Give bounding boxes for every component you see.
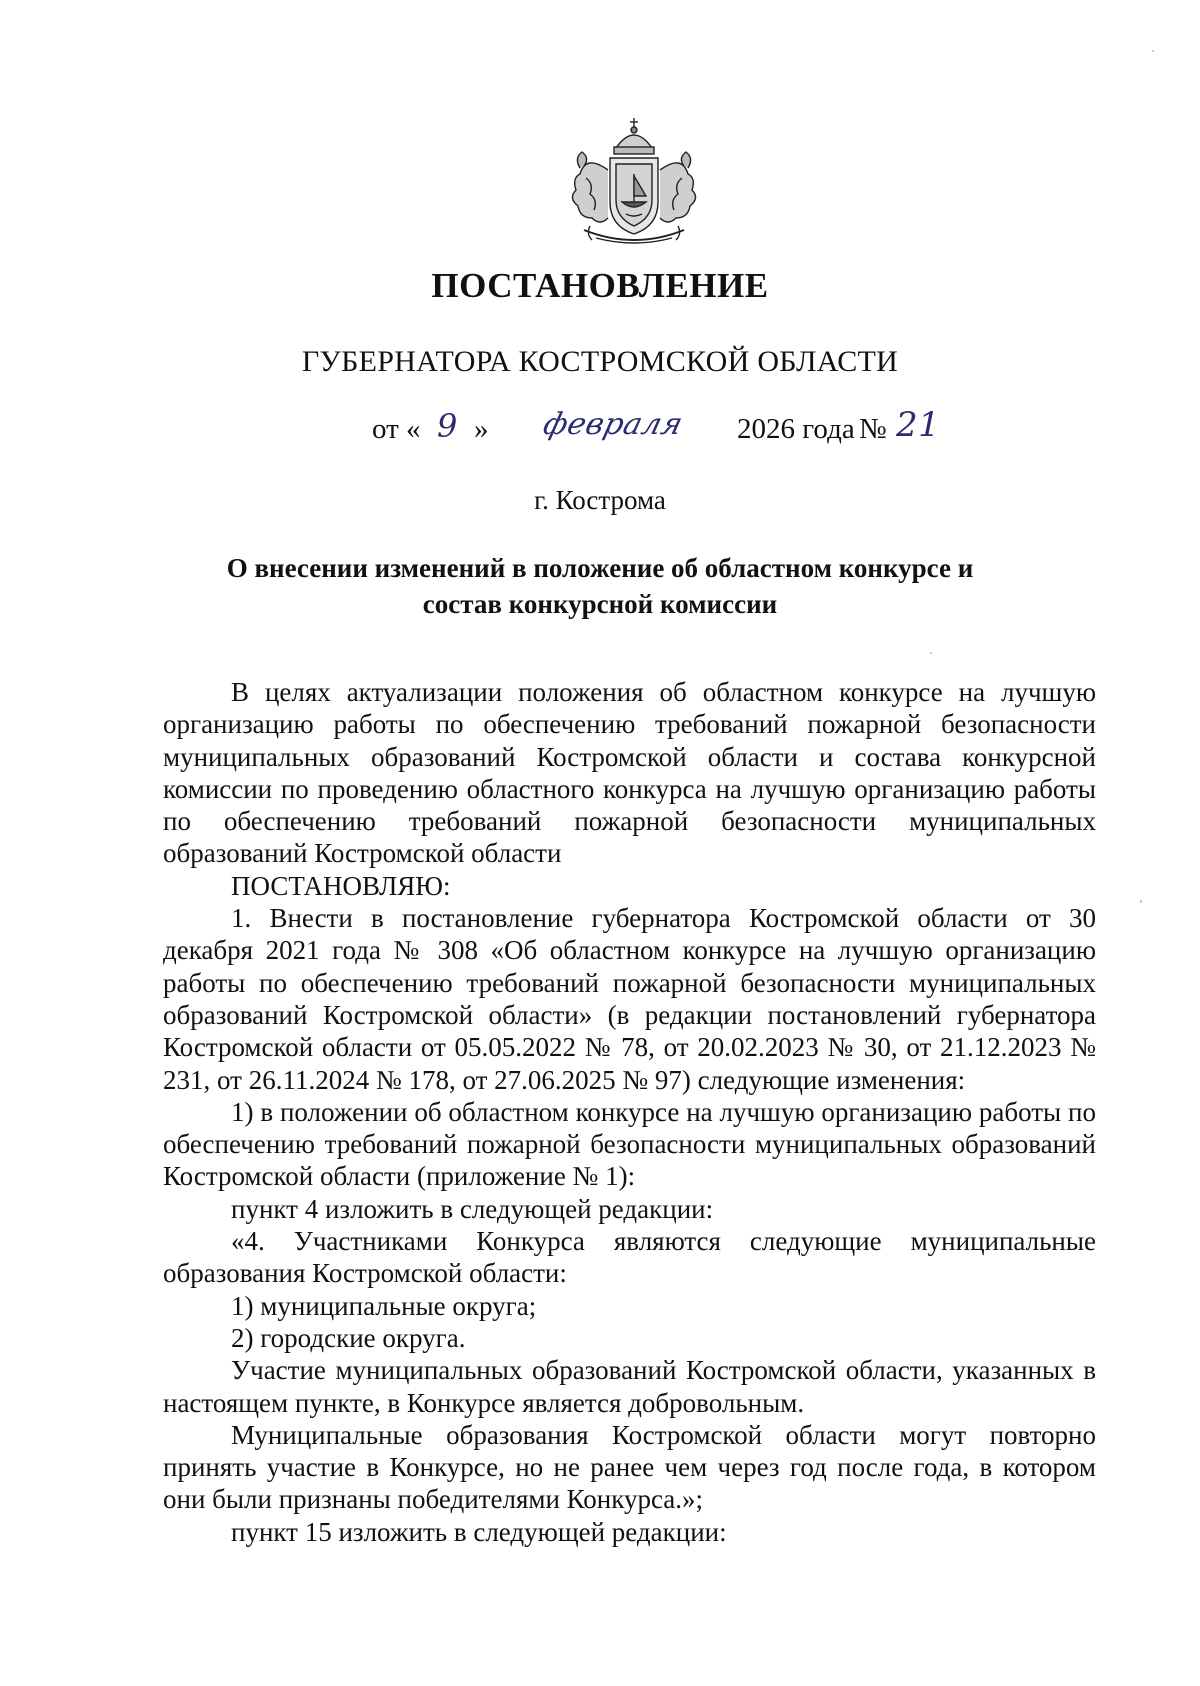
scan-speck — [1140, 900, 1142, 903]
paragraph-point-15-intro: пункт 15 изложить в следующей редакции: — [231, 1516, 727, 1547]
paragraph-item-1: 1. Внести в постановление губернатора Костромской области от 30 декабря 2021 года № 308 «Об областном конкурсе на лучшую организацию работы по обеспечению требований пожарной безопасности муниципальных образований Костромской области» (в редакции постановлений губернатора Костромской области от 05.05.2022 № 78, от 20.02.2023 № 30, от 21.12.2023 № 231, от 26.11.2024 № 178, от 27.06.2025 № 97) следующие изменения: — [163, 903, 1096, 1095]
scan-speck — [1152, 50, 1154, 52]
paragraph-list-item-2: 2) городские округа. — [231, 1322, 466, 1353]
paragraph-point-4-text: «4. Участниками Конкурса являются следующие муниципальные образования Костромской области: — [163, 1226, 1096, 1289]
date-year: 2026 года — [737, 413, 855, 445]
paragraph-point-4-intro: пункт 4 изложить в следующей редакции: — [231, 1193, 714, 1224]
document-title — [160, 550, 1040, 622]
document-type-heading: ПОСТАНОВЛЕНИЕ — [431, 266, 769, 305]
paragraph-participation: Участие муниципальных образований Костромской области, указанных в настоящем пункте, в Конкурсе является добровольным. — [163, 1355, 1096, 1418]
issuer-heading: ГУБЕРНАТОРА КОСТРОМСКОЙ ОБЛАСТИ — [301, 345, 899, 378]
paragraph-list-item-1: 1) муниципальные округа; — [231, 1290, 537, 1321]
number-sign: № — [859, 413, 887, 445]
coat-of-arms-icon — [550, 118, 718, 250]
handwritten-month: февраля — [539, 407, 687, 442]
document-title-line-2: состав конкурсной комиссии — [422, 589, 778, 619]
paragraph-repeat-participation: Муниципальные образования Костромской области могут повторно принять участие в Конкурсе, но не ранее чем через год после года, в котором они были признаны победителями Конкурса.»; — [163, 1419, 1096, 1515]
paragraph-preamble: В целях актуализации положения об областном конкурсе на лучшую организацию работы по обеспечению требований пожарной безопасности муниципальных образований Костромской области и состава конкурсной комиссии по проведению областного конкурса на лучшую организацию работы по обеспечению требований пожарной безопасности муниципальных образований Костромской области — [163, 677, 1096, 869]
date-prefix: от « — [372, 413, 421, 445]
paragraph-subitem-1: 1) в положении об областном конкурсе на лучшую организацию работы по обеспечению требований пожарной безопасности муниципальных образований Костромской области (приложение № 1): — [163, 1096, 1096, 1192]
document-body — [163, 676, 1096, 1548]
handwritten-number: 21 — [896, 405, 941, 445]
document-title-line-1: О внесении изменений в положение об областном конкурсе и — [226, 553, 974, 583]
city-line: г. Кострома — [534, 485, 666, 515]
date-number-line — [0, 405, 1200, 457]
scan-speck — [930, 652, 932, 654]
paragraph-resolve: ПОСТАНОВЛЯЮ: — [231, 870, 451, 901]
date-day-close: » — [474, 413, 489, 445]
handwritten-day: 9 — [437, 407, 458, 445]
